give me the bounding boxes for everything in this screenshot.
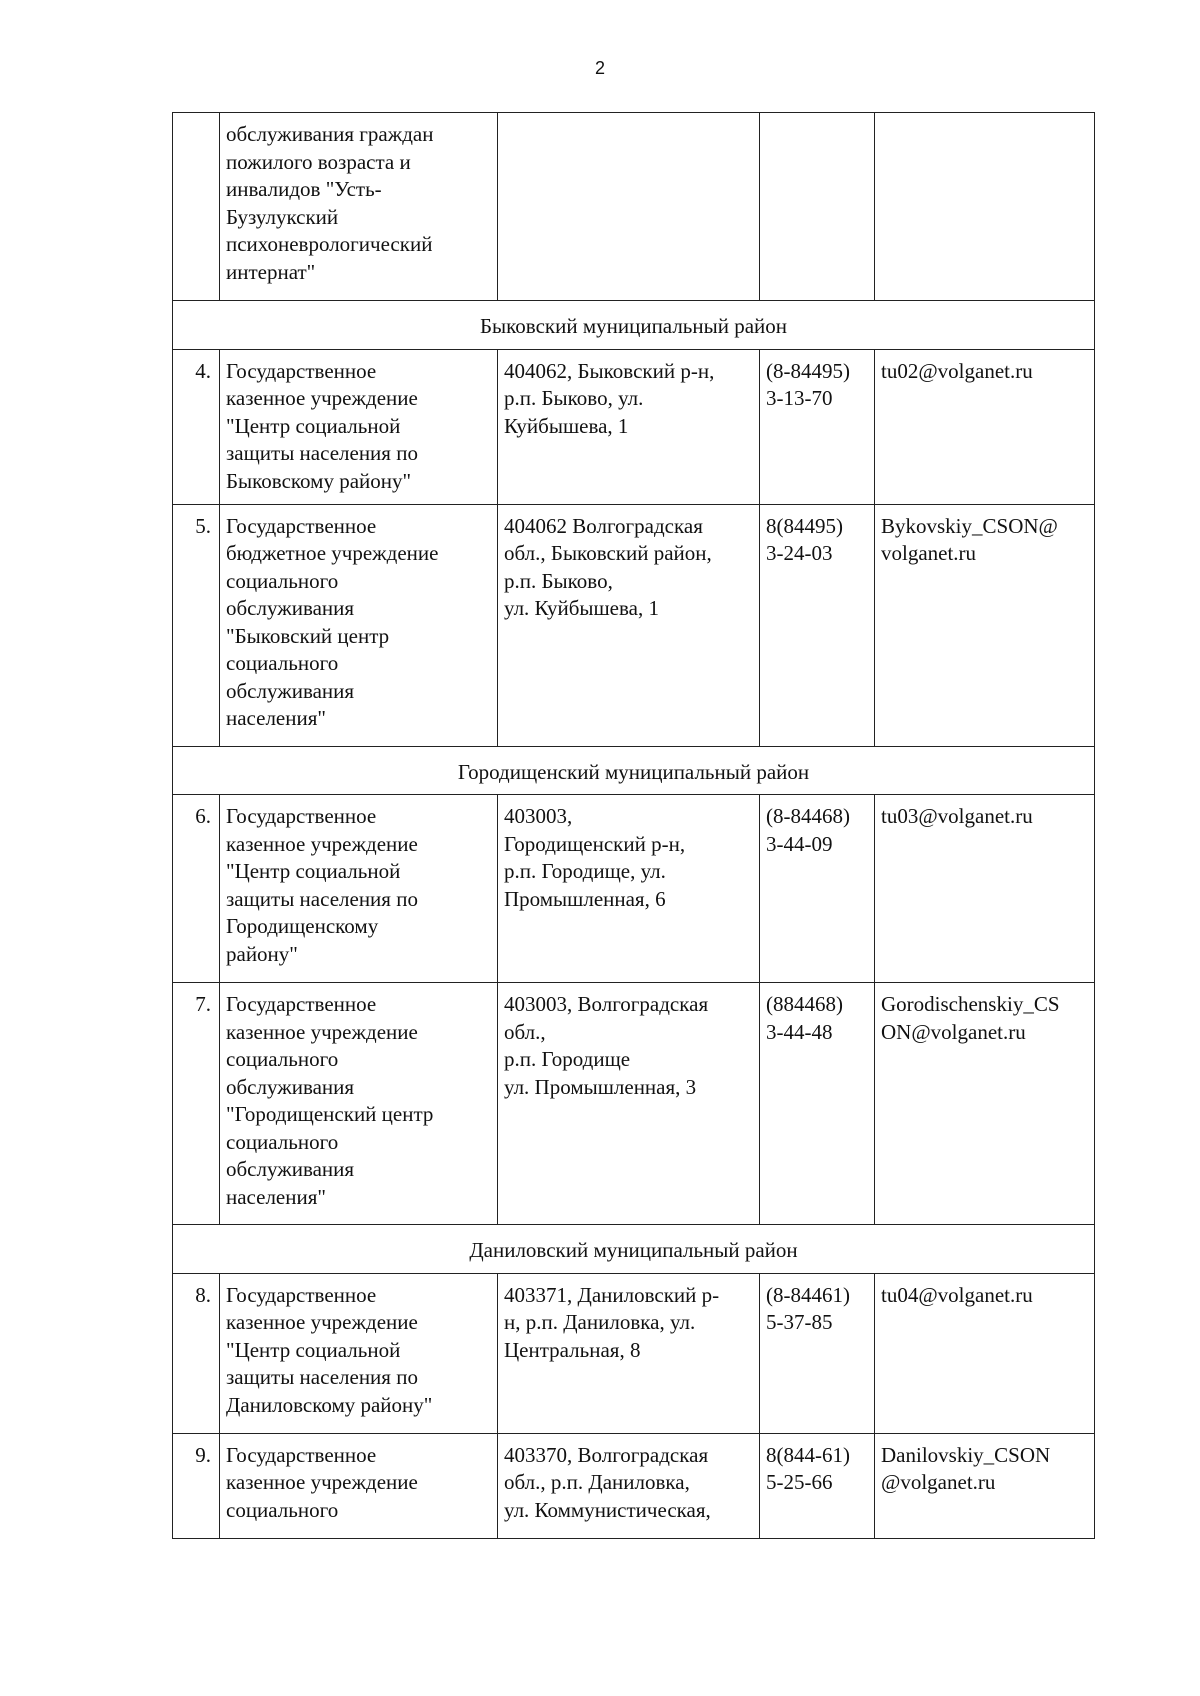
institution-address: 404062 Волгоградская обл., Быковский район, р.п. Быково, ул. Куйбышева, 1 (498, 504, 760, 746)
section-header-row (173, 746, 1095, 795)
section-header-row (173, 1225, 1095, 1274)
institution-address: 403003, Волгоградская обл., р.п. Городище ул. Промышленная, 3 (498, 983, 760, 1225)
section-header-row (173, 301, 1095, 350)
institution-name: обслуживания граждан пожилого возраста и инвалидов "Усть- Бузулукский психоневрологический интернат" (220, 113, 498, 301)
section-title: Быковский муниципальный район (173, 301, 1095, 350)
institution-phone: (8-84461) 5-37-85 (760, 1273, 875, 1433)
table-row (173, 504, 1095, 746)
institution-email: tu04@volganet.ru (875, 1273, 1095, 1433)
institution-phone: (8-84495) 3-13-70 (760, 349, 875, 504)
institution-name: Государственное казенное учреждение "Центр социальной защиты населения по Городищенскому району" (220, 795, 498, 983)
institution-name: Государственное казенное учреждение "Центр социальной защиты населения по Даниловскому району" (220, 1273, 498, 1433)
table-row (173, 349, 1095, 504)
institution-email: tu02@volganet.ru (875, 349, 1095, 504)
institution-email: tu03@volganet.ru (875, 795, 1095, 983)
institution-name: Государственное казенное учреждение социального обслуживания "Городищенский центр социального обслуживания населения" (220, 983, 498, 1225)
institution-email (875, 113, 1095, 301)
table-row (173, 113, 1095, 301)
institutions-table (172, 112, 1095, 1539)
section-title: Городищенский муниципальный район (173, 746, 1095, 795)
row-number: 8. (173, 1273, 220, 1433)
institution-address (498, 113, 760, 301)
table-row (173, 983, 1095, 1225)
institution-phone: 8(84495) 3-24-03 (760, 504, 875, 746)
row-number: 9. (173, 1433, 220, 1538)
table-row (173, 1433, 1095, 1538)
institution-phone: (8-84468) 3-44-09 (760, 795, 875, 983)
row-number: 5. (173, 504, 220, 746)
institution-address: 403370, Волгоградская обл., р.п. Даниловка, ул. Коммунистическая, (498, 1433, 760, 1538)
institution-email: Danilovskiy_CSON @volganet.ru (875, 1433, 1095, 1538)
institution-name: Государственное казенное учреждение социального (220, 1433, 498, 1538)
table-row (173, 1273, 1095, 1433)
row-number (173, 113, 220, 301)
institution-phone: 8(844-61) 5-25-66 (760, 1433, 875, 1538)
institution-address: 403371, Даниловский р- н, р.п. Даниловка, ул. Центральная, 8 (498, 1273, 760, 1433)
institution-email: Bykovskiy_CSON@ volganet.ru (875, 504, 1095, 746)
institution-phone (760, 113, 875, 301)
row-number: 4. (173, 349, 220, 504)
institution-name: Государственное казенное учреждение "Центр социальной защиты населения по Быковскому району" (220, 349, 498, 504)
institution-phone: (884468) 3-44-48 (760, 983, 875, 1225)
institution-name: Государственное бюджетное учреждение социального обслуживания "Быковский центр социального обслуживания населения" (220, 504, 498, 746)
institution-address: 403003, Городищенский р-н, р.п. Городище, ул. Промышленная, 6 (498, 795, 760, 983)
institution-address: 404062, Быковский р-н, р.п. Быково, ул. Куйбышева, 1 (498, 349, 760, 504)
row-number: 7. (173, 983, 220, 1225)
page-number: 2 (594, 58, 605, 78)
row-number: 6. (173, 795, 220, 983)
section-title: Даниловский муниципальный район (173, 1225, 1095, 1274)
institution-email: Gorodischenskiy_CS ON@volganet.ru (875, 983, 1095, 1225)
table-row (173, 795, 1095, 983)
